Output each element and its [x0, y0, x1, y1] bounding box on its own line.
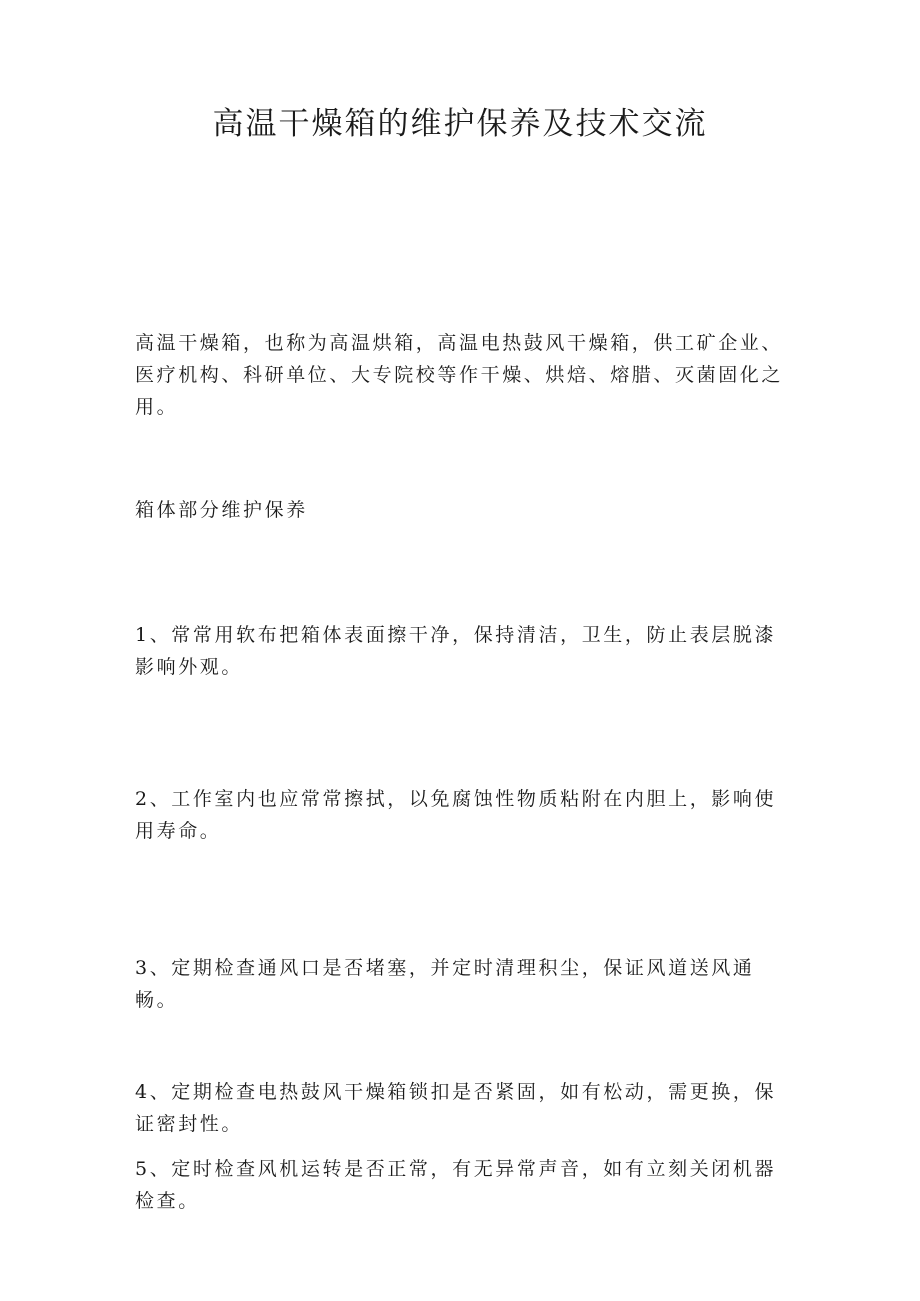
list-item: 5、定时检查风机运转是否正常，有无异常声音，如有立刻关闭机器检查。	[135, 1158, 777, 1212]
list-item: 2、工作室内也应常常擦拭，以免腐蚀性物质粘附在内胆上，影响使用寿命。	[135, 788, 777, 842]
intro-paragraph: 高温干燥箱，也称为高温烘箱，高温电热鼓风干燥箱，供工矿企业、医疗机构、科研单位、大专院校等作干燥、烘焙、熔腊、灭菌固化之用。	[135, 332, 784, 418]
list-item: 4、定期检查电热鼓风干燥箱锁扣是否紧固，如有松动，需更换，保证密封性。	[135, 1081, 777, 1135]
section-heading: 箱体部分维护保养	[135, 499, 308, 521]
list-item: 1、常常用软布把箱体表面擦干净，保持清洁，卫生，防止表层脱漆影响外观。	[135, 624, 777, 678]
list-item: 3、定期检查通风口是否堵塞，并定时清理积尘，保证风道送风通畅。	[135, 957, 755, 1011]
document-title: 高温干燥箱的维护保养及技术交流	[212, 106, 708, 142]
